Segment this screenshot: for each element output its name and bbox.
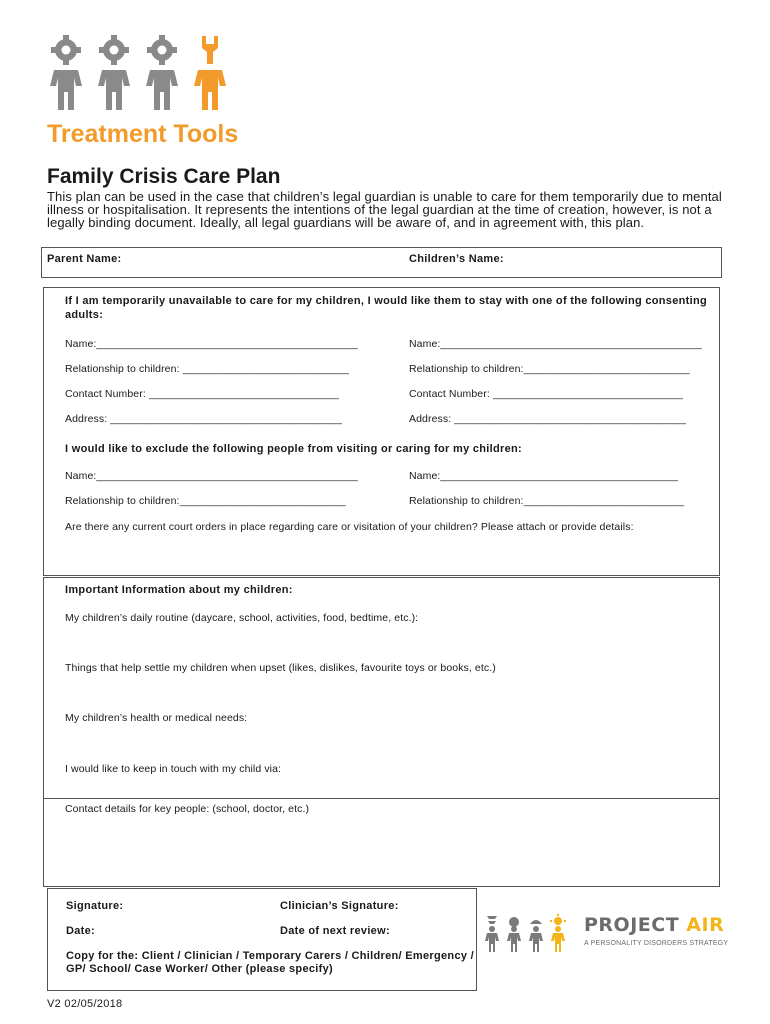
date-field[interactable]: Date: [66, 925, 96, 937]
children-name-label[interactable]: Children’s Name: [409, 253, 504, 265]
next-review-field[interactable]: Date of next review: [280, 925, 390, 937]
names-box [41, 247, 722, 278]
version-label: V2 02/05/2018 [47, 998, 123, 1010]
project-air-name: PROJECT [584, 914, 680, 936]
exclude-name-left-field[interactable]: Name:____________________________________________ [65, 470, 358, 482]
page-title: Family Crisis Care Plan [47, 165, 281, 188]
care-name-right-field[interactable]: Name:____________________________________________ [409, 338, 702, 350]
health-field[interactable]: My children’s health or medical needs: [65, 712, 248, 724]
gear-figure-icon [146, 35, 178, 110]
exclude-relationship-right-field[interactable]: Relationship to children:___________________________ [409, 495, 684, 507]
care-relationship-left-field[interactable]: Relationship to children: ____________________________ [65, 363, 349, 375]
signature-field[interactable]: Signature: [66, 900, 124, 912]
project-air-tagline: A PERSONALITY DISORDERS STRATEGY [584, 940, 729, 947]
care-name-left-field[interactable]: Name:____________________________________________ [65, 338, 358, 350]
intro-paragraph: This plan can be used in the case that children’s legal guardian is unable to care for them temporarily due to mental illness or hospitalisation. It represents the intentions of the legal guardian at the time of creation, however, is not a legally binding document. Ideally, all legal guardians will be aware of, and in agreement with, this plan. [47, 189, 722, 230]
clinician-signature-field[interactable]: Clinician’s Signature: [280, 900, 399, 912]
brand-title: Treatment Tools [47, 120, 239, 148]
parent-name-label[interactable]: Parent Name: [47, 253, 122, 265]
project-air-logo [484, 910, 729, 956]
exclude-heading: I would like to exclude the following people from visiting or caring for my children: [65, 443, 522, 455]
care-relationship-right-field[interactable]: Relationship to children:____________________________ [409, 363, 690, 375]
treatment-tools-logo [44, 34, 254, 114]
signature-box [47, 888, 477, 991]
keep-in-touch-field[interactable]: I would like to keep in touch with my child via: [65, 763, 282, 775]
copy-for-text: Copy for the: Client / Clinician / Temporary Carers / Children/ Emergency / GP/ School/ Case Worker/ Other (please specify) [66, 950, 474, 975]
exclude-relationship-left-field[interactable]: Relationship to children:____________________________ [65, 495, 346, 507]
info-section-box [43, 577, 720, 799]
gear-figure-icon [50, 35, 82, 110]
care-address-left-field[interactable]: Address: _______________________________________ [65, 413, 342, 425]
contact-details-field[interactable]: Contact details for key people: (school, doctor, etc.) [65, 803, 310, 815]
gear-figure-icon [98, 35, 130, 110]
court-orders-question[interactable]: Are there any current court orders in place regarding care or visitation of your children? Please attach or provide details: [65, 521, 634, 533]
project-air-figures-icon [484, 914, 580, 954]
care-contact-left-field[interactable]: Contact Number: ________________________________ [65, 388, 339, 400]
settle-field[interactable]: Things that help settle my children when upset (likes, dislikes, favourite toys or books, etc.) [65, 662, 496, 674]
wrench-figure-icon [194, 36, 226, 110]
contacts-section-box [43, 798, 720, 887]
exclude-name-right-field[interactable]: Name:________________________________________ [409, 470, 679, 482]
care-section-box [43, 287, 720, 576]
care-heading: If I am temporarily unavailable to care for my children, I would like them to stay with one of the following consenting adults: [65, 295, 708, 321]
care-contact-right-field[interactable]: Contact Number: ________________________________ [409, 388, 683, 400]
care-address-right-field[interactable]: Address: _______________________________________ [409, 413, 686, 425]
project-air-name-accent: AIR [686, 914, 725, 936]
info-heading: Important Information about my children: [65, 584, 293, 596]
routine-field[interactable]: My children’s daily routine (daycare, school, activities, food, bedtime, etc.): [65, 612, 419, 624]
